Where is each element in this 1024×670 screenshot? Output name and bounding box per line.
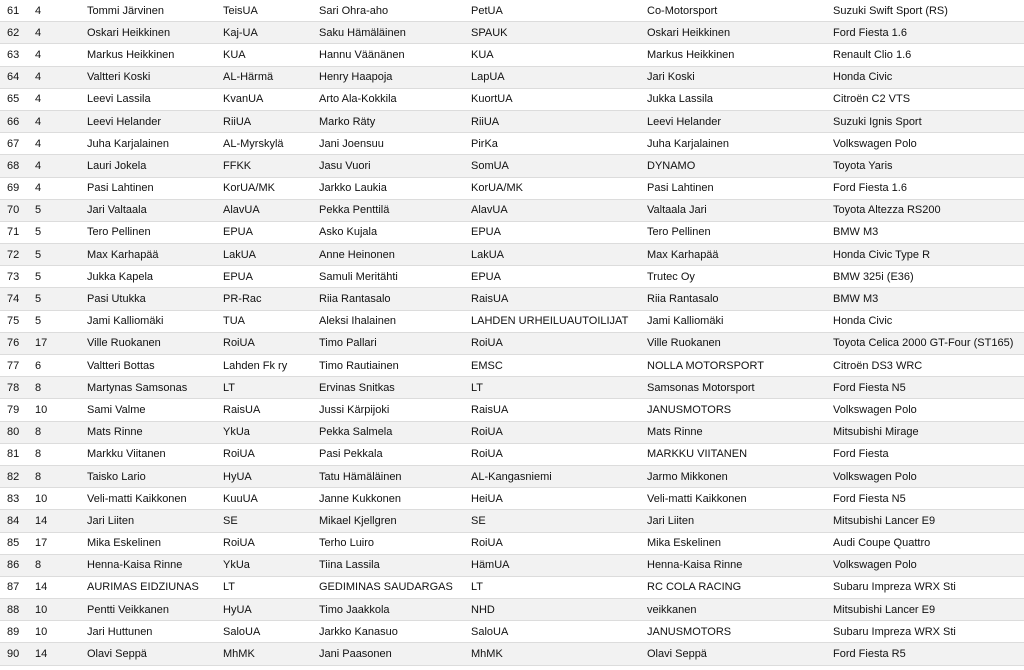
co-driver-cell: Janne Kukkonen bbox=[312, 488, 464, 510]
table-row bbox=[0, 443, 1024, 465]
start-number-cell: 68 bbox=[0, 155, 28, 177]
class-cell: 4 bbox=[28, 22, 80, 44]
table-row bbox=[0, 377, 1024, 399]
co-driver-club-cell: RoiUA bbox=[464, 443, 640, 465]
co-driver-cell: Pasi Pekkala bbox=[312, 443, 464, 465]
driver-cell: Veli-matti Kaikkonen bbox=[80, 488, 216, 510]
co-driver-club-cell: HeiUA bbox=[464, 488, 640, 510]
entrant-cell: Oskari Heikkinen bbox=[640, 22, 826, 44]
class-cell: 8 bbox=[28, 377, 80, 399]
co-driver-cell: Timo Jaakkola bbox=[312, 599, 464, 621]
class-cell: 6 bbox=[28, 355, 80, 377]
driver-cell: Pentti Veikkanen bbox=[80, 599, 216, 621]
entrant-cell: Max Karhapää bbox=[640, 244, 826, 266]
co-driver-cell: Jussi Kärpijoki bbox=[312, 399, 464, 421]
driver-club-cell: YkUa bbox=[216, 554, 312, 576]
co-driver-club-cell: EMSC bbox=[464, 355, 640, 377]
co-driver-club-cell: RaisUA bbox=[464, 399, 640, 421]
table-row bbox=[0, 244, 1024, 266]
car-cell: BMW M3 bbox=[826, 221, 1024, 243]
driver-club-cell: HyUA bbox=[216, 599, 312, 621]
entrant-cell: DYNAMO bbox=[640, 155, 826, 177]
driver-club-cell: Kaj-UA bbox=[216, 22, 312, 44]
co-driver-club-cell: EPUA bbox=[464, 221, 640, 243]
class-cell: 17 bbox=[28, 532, 80, 554]
driver-club-cell: FFKK bbox=[216, 155, 312, 177]
class-cell: 8 bbox=[28, 465, 80, 487]
co-driver-club-cell: LT bbox=[464, 377, 640, 399]
entrant-cell: veikkanen bbox=[640, 599, 826, 621]
table-row bbox=[0, 155, 1024, 177]
car-cell: Honda Civic bbox=[826, 66, 1024, 88]
start-number-cell: 70 bbox=[0, 199, 28, 221]
driver-club-cell: LakUA bbox=[216, 244, 312, 266]
driver-cell: Markus Heikkinen bbox=[80, 44, 216, 66]
driver-club-cell: RoiUA bbox=[216, 332, 312, 354]
driver-cell: Pasi Utukka bbox=[80, 288, 216, 310]
driver-club-cell: EPUA bbox=[216, 266, 312, 288]
co-driver-cell: Henry Haapoja bbox=[312, 66, 464, 88]
driver-club-cell: RiiUA bbox=[216, 110, 312, 132]
co-driver-cell: Arto Ala-Kokkila bbox=[312, 88, 464, 110]
table-row bbox=[0, 621, 1024, 643]
co-driver-club-cell: RoiUA bbox=[464, 532, 640, 554]
start-number-cell: 73 bbox=[0, 266, 28, 288]
car-cell: Audi Coupe Quattro bbox=[826, 532, 1024, 554]
car-cell: BMW 325i (E36) bbox=[826, 266, 1024, 288]
car-cell: Honda Civic Type R bbox=[826, 244, 1024, 266]
start-number-cell: 82 bbox=[0, 465, 28, 487]
car-cell: Toyota Yaris bbox=[826, 155, 1024, 177]
co-driver-club-cell: PetUA bbox=[464, 0, 640, 22]
driver-cell: Olavi Seppä bbox=[80, 643, 216, 665]
start-number-cell: 81 bbox=[0, 443, 28, 465]
start-number-cell: 89 bbox=[0, 621, 28, 643]
entrant-cell: Jarmo Mikkonen bbox=[640, 465, 826, 487]
driver-cell: Markku Viitanen bbox=[80, 443, 216, 465]
driver-club-cell: RoiUA bbox=[216, 532, 312, 554]
co-driver-cell: Samuli Meritähti bbox=[312, 266, 464, 288]
entrant-cell: Mats Rinne bbox=[640, 421, 826, 443]
table-row bbox=[0, 532, 1024, 554]
start-number-cell: 69 bbox=[0, 177, 28, 199]
driver-cell: Jari Valtaala bbox=[80, 199, 216, 221]
class-cell: 4 bbox=[28, 155, 80, 177]
driver-cell: Sami Valme bbox=[80, 399, 216, 421]
car-cell: Ford Fiesta N5 bbox=[826, 488, 1024, 510]
co-driver-club-cell: RoiUA bbox=[464, 332, 640, 354]
entrant-cell: Mika Eskelinen bbox=[640, 532, 826, 554]
co-driver-cell: Pekka Salmela bbox=[312, 421, 464, 443]
table-row bbox=[0, 266, 1024, 288]
driver-club-cell: KvanUA bbox=[216, 88, 312, 110]
table-row bbox=[0, 0, 1024, 22]
driver-cell: Taisko Lario bbox=[80, 465, 216, 487]
car-cell: Volkswagen Polo bbox=[826, 465, 1024, 487]
co-driver-cell: Jasu Vuori bbox=[312, 155, 464, 177]
class-cell: 8 bbox=[28, 421, 80, 443]
driver-club-cell: LT bbox=[216, 377, 312, 399]
driver-club-cell: LT bbox=[216, 576, 312, 598]
driver-club-cell: Lahden Fk ry bbox=[216, 355, 312, 377]
co-driver-cell: Terho Luiro bbox=[312, 532, 464, 554]
car-cell: Ford Fiesta 1.6 bbox=[826, 177, 1024, 199]
car-cell: BMW M3 bbox=[826, 288, 1024, 310]
start-number-cell: 77 bbox=[0, 355, 28, 377]
co-driver-cell: Sari Ohra-aho bbox=[312, 0, 464, 22]
car-cell: Renault Clio 1.6 bbox=[826, 44, 1024, 66]
class-cell: 17 bbox=[28, 332, 80, 354]
driver-cell: Martynas Samsonas bbox=[80, 377, 216, 399]
car-cell: Volkswagen Polo bbox=[826, 133, 1024, 155]
table-row bbox=[0, 177, 1024, 199]
driver-cell: Jari Huttunen bbox=[80, 621, 216, 643]
start-number-cell: 74 bbox=[0, 288, 28, 310]
start-number-cell: 86 bbox=[0, 554, 28, 576]
start-number-cell: 80 bbox=[0, 421, 28, 443]
table-row bbox=[0, 355, 1024, 377]
co-driver-club-cell: SPAUK bbox=[464, 22, 640, 44]
driver-cell: Oskari Heikkinen bbox=[80, 22, 216, 44]
start-number-cell: 64 bbox=[0, 66, 28, 88]
class-cell: 5 bbox=[28, 310, 80, 332]
co-driver-club-cell: SaloUA bbox=[464, 621, 640, 643]
car-cell: Volkswagen Polo bbox=[826, 399, 1024, 421]
start-number-cell: 88 bbox=[0, 599, 28, 621]
class-cell: 4 bbox=[28, 177, 80, 199]
co-driver-cell: Mikael Kjellgren bbox=[312, 510, 464, 532]
car-cell: Ford Fiesta R5 bbox=[826, 643, 1024, 665]
co-driver-club-cell: LAHDEN URHEILUAUTOILIJAT bbox=[464, 310, 640, 332]
entrant-cell: Riia Rantasalo bbox=[640, 288, 826, 310]
entrant-cell: Co-Motorsport bbox=[640, 0, 826, 22]
car-cell: Toyota Altezza RS200 bbox=[826, 199, 1024, 221]
entrant-cell: Jami Kalliomäki bbox=[640, 310, 826, 332]
car-cell: Ford Fiesta 1.6 bbox=[826, 22, 1024, 44]
start-number-cell: 85 bbox=[0, 532, 28, 554]
entrant-cell: JANUSMOTORS bbox=[640, 621, 826, 643]
start-number-cell: 67 bbox=[0, 133, 28, 155]
co-driver-club-cell: AL-Kangasniemi bbox=[464, 465, 640, 487]
table-row bbox=[0, 44, 1024, 66]
driver-cell: Jari Liiten bbox=[80, 510, 216, 532]
driver-club-cell: AL-Härmä bbox=[216, 66, 312, 88]
co-driver-club-cell: MhMK bbox=[464, 643, 640, 665]
class-cell: 4 bbox=[28, 0, 80, 22]
co-driver-cell: Anne Heinonen bbox=[312, 244, 464, 266]
driver-club-cell: HyUA bbox=[216, 465, 312, 487]
entrant-cell: Jari Liiten bbox=[640, 510, 826, 532]
table-row bbox=[0, 310, 1024, 332]
co-driver-cell: Jani Paasonen bbox=[312, 643, 464, 665]
table-row bbox=[0, 288, 1024, 310]
co-driver-cell: Jarkko Kanasuo bbox=[312, 621, 464, 643]
start-number-cell: 63 bbox=[0, 44, 28, 66]
entrant-cell: Pasi Lahtinen bbox=[640, 177, 826, 199]
car-cell: Subaru Impreza WRX Sti bbox=[826, 576, 1024, 598]
class-cell: 4 bbox=[28, 44, 80, 66]
car-cell: Suzuki Ignis Sport bbox=[826, 110, 1024, 132]
co-driver-cell: Saku Hämäläinen bbox=[312, 22, 464, 44]
co-driver-club-cell: RiiUA bbox=[464, 110, 640, 132]
entrant-cell: Veli-matti Kaikkonen bbox=[640, 488, 826, 510]
entrant-cell: Markus Heikkinen bbox=[640, 44, 826, 66]
co-driver-cell: Asko Kujala bbox=[312, 221, 464, 243]
class-cell: 10 bbox=[28, 621, 80, 643]
driver-cell: AURIMAS EIDZIUNAS bbox=[80, 576, 216, 598]
co-driver-club-cell: LapUA bbox=[464, 66, 640, 88]
table-row bbox=[0, 554, 1024, 576]
co-driver-club-cell: SomUA bbox=[464, 155, 640, 177]
driver-cell: Jami Kalliomäki bbox=[80, 310, 216, 332]
co-driver-cell: Marko Räty bbox=[312, 110, 464, 132]
table-row bbox=[0, 88, 1024, 110]
driver-club-cell: AL-Myrskylä bbox=[216, 133, 312, 155]
entrant-cell: NOLLA MOTORSPORT bbox=[640, 355, 826, 377]
class-cell: 14 bbox=[28, 576, 80, 598]
car-cell: Volkswagen Polo bbox=[826, 554, 1024, 576]
driver-club-cell: KorUA/MK bbox=[216, 177, 312, 199]
class-cell: 4 bbox=[28, 66, 80, 88]
driver-cell: Mats Rinne bbox=[80, 421, 216, 443]
start-number-cell: 65 bbox=[0, 88, 28, 110]
co-driver-cell: GEDIMINAS SAUDARGAS bbox=[312, 576, 464, 598]
class-cell: 10 bbox=[28, 488, 80, 510]
co-driver-cell: Timo Pallari bbox=[312, 332, 464, 354]
car-cell: Ford Fiesta N5 bbox=[826, 377, 1024, 399]
class-cell: 5 bbox=[28, 244, 80, 266]
co-driver-cell: Riia Rantasalo bbox=[312, 288, 464, 310]
car-cell: Citroën C2 VTS bbox=[826, 88, 1024, 110]
driver-cell: Lauri Jokela bbox=[80, 155, 216, 177]
driver-club-cell: AlavUA bbox=[216, 199, 312, 221]
driver-club-cell: TeisUA bbox=[216, 0, 312, 22]
car-cell: Ford Fiesta bbox=[826, 443, 1024, 465]
co-driver-club-cell: LakUA bbox=[464, 244, 640, 266]
table-row bbox=[0, 22, 1024, 44]
entrant-cell: Tero Pellinen bbox=[640, 221, 826, 243]
table-row bbox=[0, 576, 1024, 598]
class-cell: 8 bbox=[28, 554, 80, 576]
car-cell: Mitsubishi Mirage bbox=[826, 421, 1024, 443]
class-cell: 8 bbox=[28, 443, 80, 465]
start-number-cell: 87 bbox=[0, 576, 28, 598]
car-cell: Toyota Celica 2000 GT-Four (ST165) bbox=[826, 332, 1024, 354]
class-cell: 4 bbox=[28, 133, 80, 155]
driver-cell: Tommi Järvinen bbox=[80, 0, 216, 22]
car-cell: Honda Civic bbox=[826, 310, 1024, 332]
class-cell: 4 bbox=[28, 88, 80, 110]
co-driver-club-cell: RoiUA bbox=[464, 421, 640, 443]
start-number-cell: 72 bbox=[0, 244, 28, 266]
car-cell: Mitsubishi Lancer E9 bbox=[826, 599, 1024, 621]
entrant-cell: Trutec Oy bbox=[640, 266, 826, 288]
table-row bbox=[0, 221, 1024, 243]
co-driver-club-cell: NHD bbox=[464, 599, 640, 621]
class-cell: 5 bbox=[28, 221, 80, 243]
entrant-cell: Henna-Kaisa Rinne bbox=[640, 554, 826, 576]
co-driver-club-cell: PirKa bbox=[464, 133, 640, 155]
co-driver-cell: Tiina Lassila bbox=[312, 554, 464, 576]
class-cell: 10 bbox=[28, 599, 80, 621]
co-driver-club-cell: LT bbox=[464, 576, 640, 598]
entrant-cell: Jukka Lassila bbox=[640, 88, 826, 110]
class-cell: 14 bbox=[28, 510, 80, 532]
driver-club-cell: KUA bbox=[216, 44, 312, 66]
co-driver-club-cell: HämUA bbox=[464, 554, 640, 576]
class-cell: 5 bbox=[28, 288, 80, 310]
co-driver-cell: Jarkko Laukia bbox=[312, 177, 464, 199]
start-number-cell: 84 bbox=[0, 510, 28, 532]
driver-club-cell: KuuUA bbox=[216, 488, 312, 510]
driver-cell: Leevi Helander bbox=[80, 110, 216, 132]
entrant-cell: Samsonas Motorsport bbox=[640, 377, 826, 399]
table-row bbox=[0, 510, 1024, 532]
class-cell: 14 bbox=[28, 643, 80, 665]
driver-club-cell: SE bbox=[216, 510, 312, 532]
table-row bbox=[0, 599, 1024, 621]
driver-club-cell: PR-Rac bbox=[216, 288, 312, 310]
table-row bbox=[0, 66, 1024, 88]
co-driver-club-cell: KUA bbox=[464, 44, 640, 66]
car-cell: Suzuki Swift Sport (RS) bbox=[826, 0, 1024, 22]
driver-cell: Leevi Lassila bbox=[80, 88, 216, 110]
driver-club-cell: RoiUA bbox=[216, 443, 312, 465]
start-number-cell: 75 bbox=[0, 310, 28, 332]
start-number-cell: 78 bbox=[0, 377, 28, 399]
driver-club-cell: RaisUA bbox=[216, 399, 312, 421]
driver-cell: Tero Pellinen bbox=[80, 221, 216, 243]
co-driver-cell: Hannu Väänänen bbox=[312, 44, 464, 66]
co-driver-cell: Timo Rautiainen bbox=[312, 355, 464, 377]
start-number-cell: 79 bbox=[0, 399, 28, 421]
start-number-cell: 62 bbox=[0, 22, 28, 44]
entrant-cell: Leevi Helander bbox=[640, 110, 826, 132]
co-driver-cell: Tatu Hämäläinen bbox=[312, 465, 464, 487]
table-row bbox=[0, 332, 1024, 354]
co-driver-club-cell: EPUA bbox=[464, 266, 640, 288]
entrant-cell: Olavi Seppä bbox=[640, 643, 826, 665]
start-number-cell: 61 bbox=[0, 0, 28, 22]
driver-cell: Max Karhapää bbox=[80, 244, 216, 266]
driver-club-cell: YkUa bbox=[216, 421, 312, 443]
class-cell: 5 bbox=[28, 199, 80, 221]
co-driver-club-cell: RaisUA bbox=[464, 288, 640, 310]
table-row bbox=[0, 465, 1024, 487]
co-driver-club-cell: KorUA/MK bbox=[464, 177, 640, 199]
driver-cell: Mika Eskelinen bbox=[80, 532, 216, 554]
table-row bbox=[0, 421, 1024, 443]
class-cell: 5 bbox=[28, 266, 80, 288]
driver-cell: Henna-Kaisa Rinne bbox=[80, 554, 216, 576]
start-number-cell: 76 bbox=[0, 332, 28, 354]
driver-club-cell: TUA bbox=[216, 310, 312, 332]
start-number-cell: 66 bbox=[0, 110, 28, 132]
table-row bbox=[0, 199, 1024, 221]
table-row bbox=[0, 110, 1024, 132]
table-row bbox=[0, 488, 1024, 510]
class-cell: 4 bbox=[28, 110, 80, 132]
driver-cell: Juha Karjalainen bbox=[80, 133, 216, 155]
co-driver-cell: Jani Joensuu bbox=[312, 133, 464, 155]
driver-club-cell: MhMK bbox=[216, 643, 312, 665]
co-driver-cell: Aleksi Ihalainen bbox=[312, 310, 464, 332]
driver-club-cell: EPUA bbox=[216, 221, 312, 243]
car-cell: Citroën DS3 WRC bbox=[826, 355, 1024, 377]
entrant-cell: RC COLA RACING bbox=[640, 576, 826, 598]
entrant-cell: Valtaala Jari bbox=[640, 199, 826, 221]
car-cell: Subaru Impreza WRX Sti bbox=[826, 621, 1024, 643]
driver-club-cell: SaloUA bbox=[216, 621, 312, 643]
table-row bbox=[0, 643, 1024, 665]
co-driver-club-cell: KuortUA bbox=[464, 88, 640, 110]
driver-cell: Valtteri Koski bbox=[80, 66, 216, 88]
entrant-cell: Juha Karjalainen bbox=[640, 133, 826, 155]
co-driver-club-cell: AlavUA bbox=[464, 199, 640, 221]
co-driver-club-cell: SE bbox=[464, 510, 640, 532]
start-number-cell: 71 bbox=[0, 221, 28, 243]
co-driver-cell: Ervinas Snitkas bbox=[312, 377, 464, 399]
table-row bbox=[0, 399, 1024, 421]
driver-cell: Valtteri Bottas bbox=[80, 355, 216, 377]
co-driver-cell: Pekka Penttilä bbox=[312, 199, 464, 221]
start-number-cell: 90 bbox=[0, 643, 28, 665]
table-row bbox=[0, 133, 1024, 155]
entrant-cell: MARKKU VIITANEN bbox=[640, 443, 826, 465]
car-cell: Mitsubishi Lancer E9 bbox=[826, 510, 1024, 532]
entrant-cell: Jari Koski bbox=[640, 66, 826, 88]
start-number-cell: 83 bbox=[0, 488, 28, 510]
driver-cell: Ville Ruokanen bbox=[80, 332, 216, 354]
class-cell: 10 bbox=[28, 399, 80, 421]
driver-cell: Jukka Kapela bbox=[80, 266, 216, 288]
driver-cell: Pasi Lahtinen bbox=[80, 177, 216, 199]
entrant-cell: JANUSMOTORS bbox=[640, 399, 826, 421]
entrant-cell: Ville Ruokanen bbox=[640, 332, 826, 354]
